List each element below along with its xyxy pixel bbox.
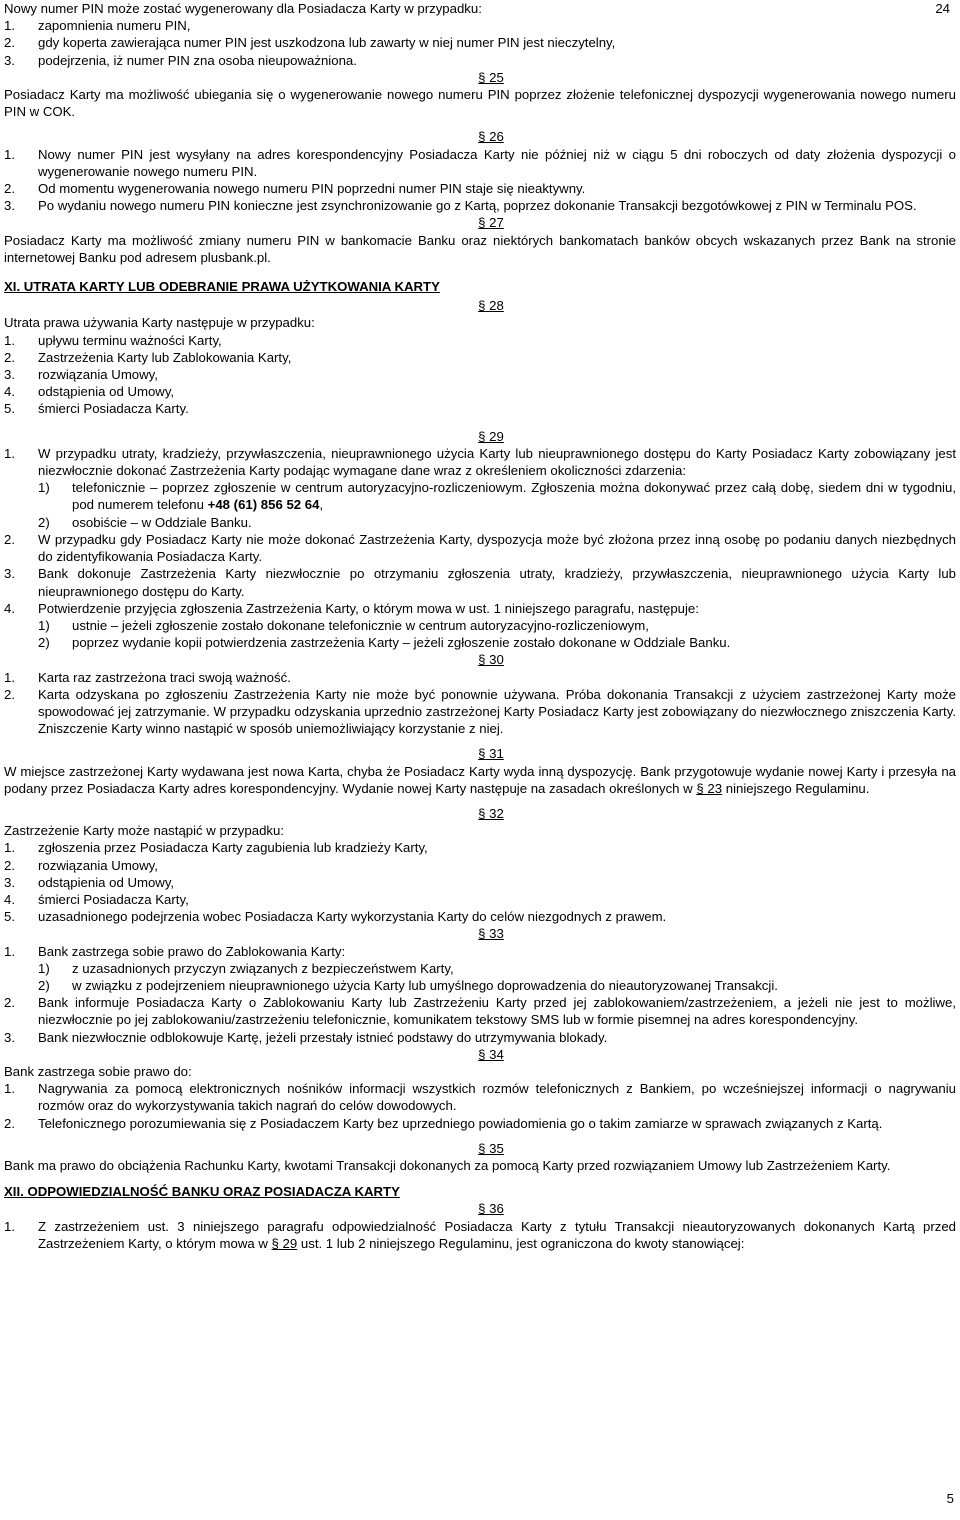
section-heading: § 27 <box>478 215 504 231</box>
list-item: 2. rozwiązania Umowy, <box>4 857 158 873</box>
section-heading: § 33 <box>478 926 504 942</box>
document-page <box>4 0 956 1252</box>
list-item: 5. uzasadnionego podejrzenia wobec Posiadacza Karty wykorzystania Karty do celów niezgodnych z prawem. <box>4 909 667 925</box>
section-reference: § 29 <box>271 1235 298 1251</box>
list-item: 1. zapomnienia numeru PIN, <box>4 18 191 34</box>
list-item: 3. rozwiązania Umowy, <box>4 367 158 383</box>
phone-number: +48 (61) 856 52 64 <box>207 497 320 513</box>
section-heading: § 36 <box>478 1201 504 1217</box>
list-item: 3. Bank dokonuje Zastrzeżenia Karty niezwłocznie po otrzymaniu zgłoszenia utraty, kradzieży, przywłaszczenia, nieuprawnionego użycia Karty lub nieuprawnionego dostępu do Karty. <box>4 566 956 599</box>
sub-item: 1) ustnie – jeżeli zgłoszenie zostało dokonane telefonicznie w centrum autoryzacyjno-rozliczeniowym, <box>38 617 649 633</box>
chapter-title: XI. UTRATA KARTY LUB ODEBRANIE PRAWA UŻYTKOWANIA KARTY <box>4 279 440 295</box>
paragraph: Bank zastrzega sobie prawo do: <box>4 1063 192 1079</box>
sub-item: 2) w związku z podejrzeniem nieuprawnionego użycia Karty lub umyślnego doprowadzenia do nieautoryzowanej Transakcji. <box>38 977 778 993</box>
paragraph: Posiadacz Karty ma możliwość zmiany numeru PIN w bankomacie Banku oraz niektórych bankomatach banków obcych wskazanych przez Bank na stronie internetowej Banku pod adresem plusbank.pl. <box>4 232 956 265</box>
paragraph: Zastrzeżenie Karty może nastąpić w przypadku: <box>4 823 284 839</box>
list-item: 1. Nagrywania za pomocą elektronicznych nośników informacji wszystkich rozmów telefonicznych z Bankiem, po wcześniejszej informacji o nagrywaniu rozmów oraz do wykorzystywania takich nagrań do celów dowodowych. <box>4 1081 956 1114</box>
list-item: 2. Bank informuje Posiadacza Karty o Zablokowaniu Karty lub Zastrzeżeniu Karty przed jej zablokowaniem/zastrzeżeniem, a jeżeli nie jest to możliwe, niezwłocznie po jej zablokowaniu/zastrzeżeniu telefonicznie, komunikatem tekstowy SMS lub w formie pisemnej na adres korespondencyjny. <box>4 995 956 1028</box>
section-heading: § 30 <box>478 652 504 668</box>
list-item: 2. Od momentu wygenerowania nowego numeru PIN poprzedni numer PIN staje się nieaktywny. <box>4 181 586 197</box>
section-reference: § 23 <box>696 780 723 796</box>
list-item: 1. W przypadku utraty, kradzieży, przywłaszczenia, nieuprawnionego użycia Karty lub nieuprawnionego dostępu do Karty Posiadacz Karty zobowiązany jest niezwłocznie dokonać Zastrzeżenia Karty podając wymagane dane wraz z określeniem okoliczności zdarzenia: <box>4 445 956 479</box>
list-item: 1. Z zastrzeżeniem ust. 3 niniejszego paragrafu odpowiedzialność Posiadacza Karty z tytułu Transakcji nieautoryzowanych dokonanych Kartą przed Zastrzeżeniem Karty, o którym mowa w § 29 ust. 1 lub 2 niniejszego Regulaminu, jest ograniczona do kwoty stanowiącej: <box>4 1218 956 1251</box>
list-item: 4. Potwierdzenie przyjęcia zgłoszenia Zastrzeżenia Karty, o którym mowa w ust. 1 niniejszego paragrafu, następuje: <box>4 600 699 616</box>
paragraph: Posiadacz Karty ma możliwość ubiegania się o wygenerowanie nowego numeru PIN poprzez złożenie telefonicznej dyspozycji wygenerowania nowego numeru PIN w COK. <box>4 87 956 120</box>
list-item: 2. Karta odzyskana po zgłoszeniu Zastrzeżenia Karty nie może być ponownie używana. Próba dokonania Transakcji z użyciem zastrzeżonej Karty może spowodować jej zatrzymanie. W przypadku odzyskania uprzednio zastrzeżonej Karty Posiadacz Karty jest zobowiązany do niezwłocznego zniszczenia Karty. Zniszczenie Karty winno nastąpić w sposób uniemożliwiający korzystanie z niej. <box>4 686 956 737</box>
chapter-title: XII. ODPOWIEDZIALNOŚĆ BANKU ORAZ POSIADACZA KARTY <box>4 1184 400 1200</box>
list-item: 2. Telefonicznego porozumiewania się z Posiadaczem Karty bez uprzedniego powiadomienia go o takim zamiarze w sprawach związanych z Kartą. <box>4 1115 883 1131</box>
list-item: 3. odstąpienia od Umowy, <box>4 874 175 890</box>
paragraph: Utrata prawa używania Karty następuje w przypadku: <box>4 315 315 331</box>
list-item: 1. Karta raz zastrzeżona traci swoją ważność. <box>4 669 291 685</box>
sub-item: 1) telefonicznie – poprzez zgłoszenie w centrum autoryzacyjno-rozliczeniowym. Zgłoszenia można dokonywać przez całą dobę, siedem dni w tygodniu, pod numerem telefonu +48 (61) 856 52 64, <box>38 480 956 513</box>
paragraph: W miejsce zastrzeżonej Karty wydawana jest nowa Karta, chyba że Posiadacz Karty wyda inną dyspozycję. Bank przygotowuje wydanie nowej Karty i przesyła na podany przez Posiadacza Karty adres korespondencyjny. Wydanie nowej Karty następuje na zasadach określonych w § 23 niniejszego Regulaminu. <box>4 763 956 796</box>
page-number-header: 24 <box>935 1 950 16</box>
list-item: 2. W przypadku gdy Posiadacz Karty nie może dokonać Zastrzeżenia Karty, dyspozycja może być złożona przez inną osobę po podaniu danych niezbędnych do zidentyfikowania Posiadacza Karty. <box>4 531 956 565</box>
list-item: 1. zgłoszenia przez Posiadacza Karty zagubienia lub kradzieży Karty, <box>4 840 428 856</box>
list-item: 2. Zastrzeżenia Karty lub Zablokowania Karty, <box>4 349 292 365</box>
section-heading: § 29 <box>478 428 504 444</box>
section-heading: § 35 <box>478 1140 504 1156</box>
list-item: 4. odstąpienia od Umowy, <box>4 384 175 400</box>
list-item: 3. Po wydaniu nowego numeru PIN konieczne jest zsynchronizowanie go z Kartą, poprzez dokonanie Transakcji bezgotówkowej z PIN w Terminalu POS. <box>4 198 917 214</box>
section-heading: § 28 <box>478 298 504 314</box>
section-heading: § 26 <box>478 129 504 145</box>
list-item: 1. upływu terminu ważności Karty, <box>4 332 222 348</box>
intro-lead: Nowy numer PIN może zostać wygenerowany dla Posiadacza Karty w przypadku: <box>4 1 482 16</box>
list-item: 1. Nowy numer PIN jest wysyłany na adres korespondencyjny Posiadacza Karty nie później niż w ciągu 5 dni roboczych od daty złożenia dyspozycji o wygenerowanie nowego numeru PIN. <box>4 146 956 179</box>
page-number-footer: 5 <box>946 1491 954 1506</box>
list-item: 1. Bank zastrzega sobie prawo do Zablokowania Karty: <box>4 943 346 959</box>
sub-item: 1) z uzasadnionych przyczyn związanych z bezpieczeństwem Karty, <box>38 960 454 976</box>
list-item: 3. Bank niezwłocznie odblokowuje Kartę, jeżeli przestały istnieć podstawy do utrzymywania blokady. <box>4 1029 608 1045</box>
section-heading: § 34 <box>478 1046 504 1062</box>
sub-item: 2) poprzez wydanie kopii potwierdzenia zastrzeżenia Karty – jeżeli zgłoszenie zostało dokonane w Oddziale Banku. <box>38 635 731 651</box>
list-item: 4. śmierci Posiadacza Karty, <box>4 891 189 907</box>
section-heading: § 25 <box>478 69 504 85</box>
list-item: 3. podejrzenia, iż numer PIN zna osoba nieupoważniona. <box>4 52 357 68</box>
list-item: 2. gdy koperta zawierająca numer PIN jest uszkodzona lub zawarty w niej numer PIN jest nieczytelny, <box>4 35 616 51</box>
paragraph: Bank ma prawo do obciążenia Rachunku Karty, kwotami Transakcji dokonanych za pomocą Karty przed rozwiązaniem Umowy lub Zastrzeżeniem Karty. <box>4 1158 891 1173</box>
sub-item: 2) osobiście – w Oddziale Banku. <box>38 514 252 530</box>
list-item: 5. śmierci Posiadacza Karty. <box>4 401 189 417</box>
section-heading: § 32 <box>478 805 504 821</box>
section-heading: § 31 <box>478 746 504 762</box>
